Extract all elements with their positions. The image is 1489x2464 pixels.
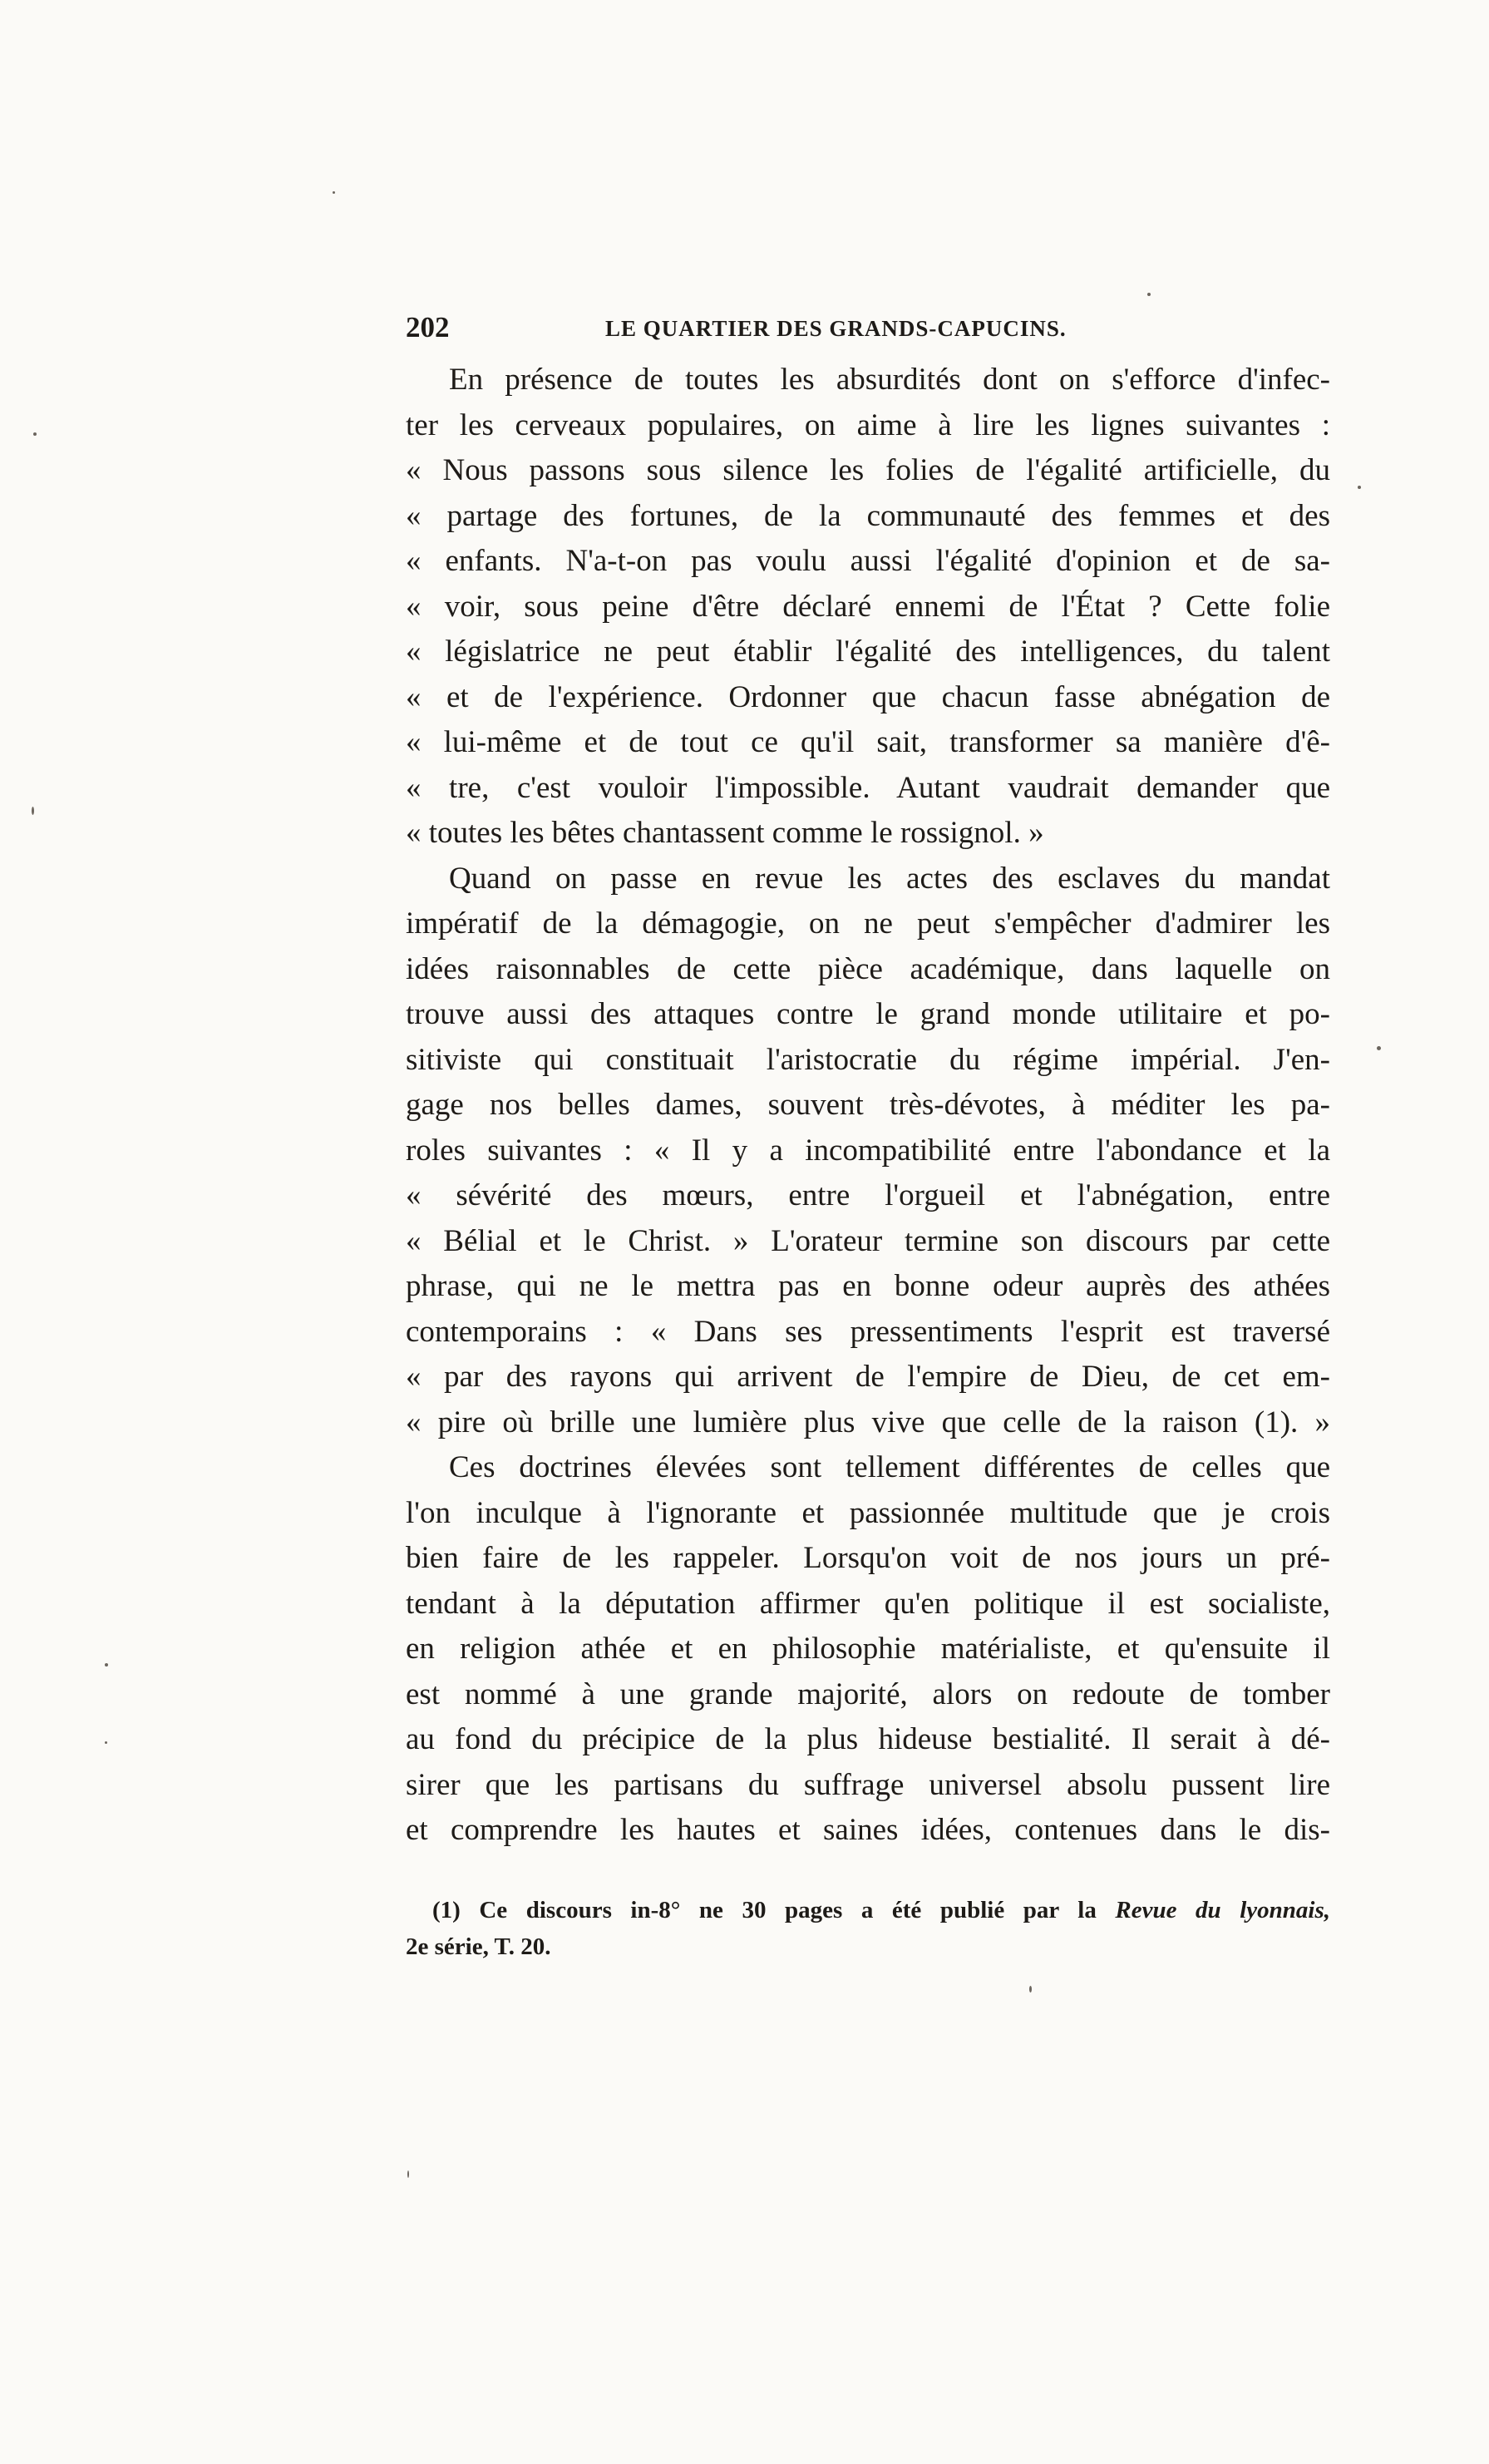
- text-line: sitiviste qui constituait l'aristocratie du régime impérial. J'en-: [406, 1042, 1330, 1077]
- scan-speck: [105, 1663, 108, 1667]
- text-line: sirer que les partisans du suffrage universel absolu pussent lire: [406, 1767, 1330, 1802]
- scan-speck: [32, 807, 34, 815]
- footnote-line: [406, 1892, 1330, 1928]
- text-line: ter les cerveaux populaires, on aime à lire les lignes suivantes :: [406, 407, 1330, 442]
- scan-speck: [333, 191, 335, 194]
- text-line: « Bélial et le Christ. » L'orateur termine son discours par cette: [406, 1223, 1330, 1258]
- text-line: au fond du précipice de la plus hideuse bestialité. Il serait à dé-: [406, 1722, 1330, 1756]
- footnote-text: (1) Ce discours in-8° ne 30 pages a été publié par la: [432, 1896, 1116, 1923]
- text-line: « tre, c'est vouloir l'impossible. Autant vaudrait demander que: [406, 770, 1330, 805]
- text-line: « lui-même et de tout ce qu'il sait, transformer sa manière d'ê-: [406, 725, 1330, 759]
- footnotes: [406, 1892, 1330, 1965]
- text-line: « et de l'expérience. Ordonner que chacun fasse abnégation de: [406, 679, 1330, 714]
- scan-speck: [105, 1741, 107, 1744]
- text-line: et comprendre les hautes et saines idées, contenues dans le dis-: [406, 1813, 1330, 1847]
- text-line: « Nous passons sous silence les folies de l'égalité artificielle, du: [406, 453, 1330, 487]
- text-line: gage nos belles dames, souvent très-dévotes, à méditer les pa-: [406, 1088, 1330, 1122]
- text-line: « toutes les bêtes chantassent comme le rossignol. »: [406, 816, 1044, 850]
- text-line: est nommé à une grande majorité, alors on redoute de tomber: [406, 1676, 1330, 1711]
- page-header: [406, 304, 1330, 353]
- text-line: Ces doctrines élevées sont tellement différentes de celles que: [449, 1450, 1330, 1484]
- text-line: l'on inculque à l'ignorante et passionnée multitude que je crois: [406, 1495, 1330, 1530]
- scan-speck: [1358, 486, 1361, 489]
- body-text: [406, 358, 1330, 1854]
- text-line: trouve aussi des attaques contre le grand monde utilitaire et po-: [406, 997, 1330, 1031]
- scan-speck: [1029, 1986, 1032, 1992]
- text-line: « partage des fortunes, de la communauté des femmes et des: [406, 498, 1330, 533]
- book-page: [406, 304, 1330, 1965]
- text-line: « par des rayons qui arrivent de l'empire de Dieu, de cet em-: [406, 1360, 1330, 1394]
- text-line: roles suivantes : « Il y a incompatibilité entre l'abondance et la: [406, 1133, 1330, 1168]
- running-head: LE QUARTIER DES GRANDS-CAPUCINS.: [605, 316, 1067, 341]
- scan-speck: [1147, 293, 1151, 296]
- scan-speck: [407, 2170, 409, 2178]
- text-line: Quand on passe en revue les actes des esclaves du mandat: [449, 861, 1330, 896]
- scan-speck: [1377, 1046, 1381, 1050]
- text-line: « sévérité des mœurs, entre l'orgueil et l'abnégation, entre: [406, 1178, 1330, 1212]
- footnote-journal-title: Revue du lyonnais,: [1115, 1896, 1330, 1923]
- text-line: « pire où brille une lumière plus vive que celle de la raison (1). »: [406, 1405, 1330, 1439]
- text-line: en religion athée et en philosophie matérialiste, et qu'ensuite il: [406, 1632, 1330, 1666]
- text-line: idées raisonnables de cette pièce académique, dans laquelle on: [406, 951, 1330, 986]
- scan-speck: [33, 432, 37, 436]
- text-line: bien faire de les rappeler. Lorsqu'on voit de nos jours un pré-: [406, 1541, 1330, 1575]
- text-line: contemporains : « Dans ses pressentiments l'esprit est traversé: [406, 1314, 1330, 1349]
- footnote-line: 2e série, T. 20.: [406, 1933, 551, 1960]
- text-line: phrase, qui ne le mettra pas en bonne odeur auprès des athées: [406, 1269, 1330, 1303]
- text-line: tendant à la députation affirmer qu'en politique il est socialiste,: [406, 1586, 1330, 1621]
- text-line: « législatrice ne peut établir l'égalité des intelligences, du talent: [406, 635, 1330, 669]
- text-line: « enfants. N'a-t-on pas voulu aussi l'égalité d'opinion et de sa-: [406, 544, 1330, 578]
- text-line: En présence de toutes les absurdités dont on s'efforce d'infec-: [449, 363, 1330, 397]
- text-line: impératif de la démagogie, on ne peut s'empêcher d'admirer les: [406, 906, 1330, 941]
- page-number: 202: [406, 311, 450, 343]
- text-line: « voir, sous peine d'être déclaré ennemi de l'État ? Cette folie: [406, 589, 1330, 624]
